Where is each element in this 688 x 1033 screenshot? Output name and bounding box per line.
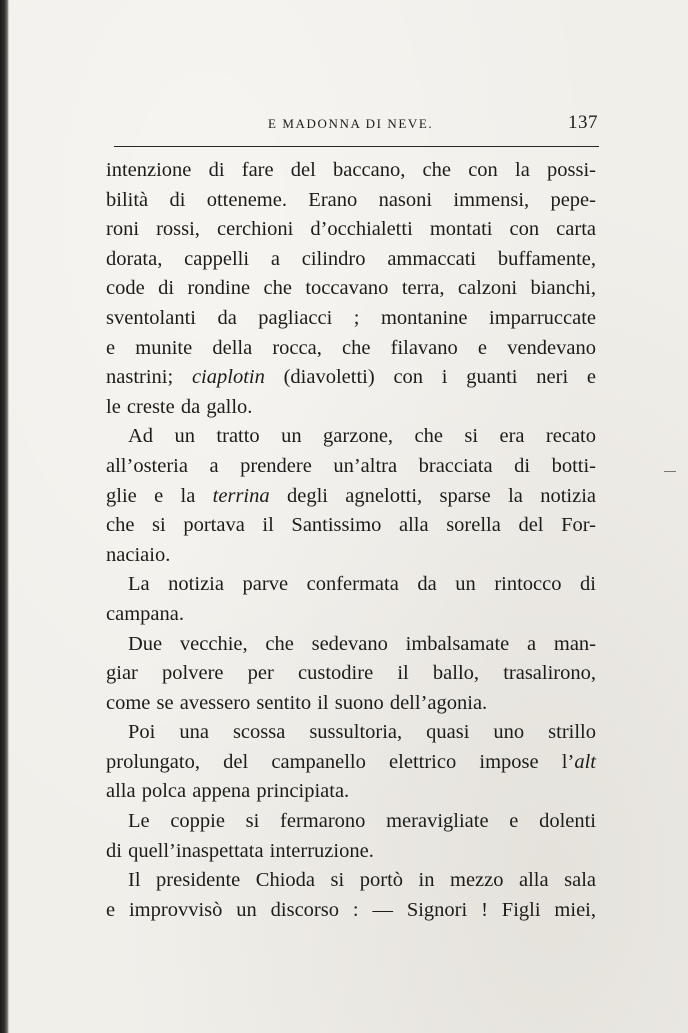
running-head-title: E MADONNA DI NEVE. xyxy=(268,116,434,131)
text-line: come se avessero sentito il suono dell’agonia. xyxy=(106,691,488,714)
text-line: e munite della rocca, che filavano e vendevano xyxy=(106,336,596,359)
text-line: roni rossi, cerchioni d’occhialetti montati con carta xyxy=(106,218,596,241)
body-text xyxy=(106,156,596,925)
text-line: alla polca appena principiata. xyxy=(106,780,350,803)
text-line: La notizia parve confermata da un rintocco di xyxy=(128,573,596,596)
text-line: le creste da gallo. xyxy=(106,395,253,418)
text-line: Il presidente Chioda si portò in mezzo alla sala xyxy=(128,869,596,892)
text-line: Poi una scossa sussultoria, quasi uno strillo xyxy=(128,721,596,744)
text-line: intenzione di fare del baccano, che con la possi- xyxy=(106,159,596,181)
text-line xyxy=(106,482,596,512)
italic-word: terrina xyxy=(212,484,270,507)
text-run: (diavoletti) con i guanti neri e xyxy=(264,366,596,389)
text-run: degli agnelotti, sparse la notizia xyxy=(269,484,596,507)
text-line: di quell’inaspettata interruzione. xyxy=(106,839,374,862)
margin-mark xyxy=(664,471,676,472)
text-line xyxy=(106,748,596,778)
text-line: Due vecchie, che sedevano imbalsamate a man- xyxy=(128,632,596,655)
text-line: all’osteria a prendere un’altra bracciata di botti- xyxy=(106,454,596,477)
text-line: naciaio. xyxy=(106,543,171,566)
text-line: sventolanti da pagliacci ; montanine imparruccate xyxy=(106,306,596,329)
text-line: giar polvere per custodire il ballo, trasalirono, xyxy=(106,662,596,685)
header-rule xyxy=(114,146,599,147)
text-line: Ad un tratto un garzone, che si era recato xyxy=(128,425,596,448)
text-line: e improvvisò un discorso : — Signori ! Figli miei, xyxy=(106,898,596,921)
running-head xyxy=(108,112,598,140)
text-run: glie e la xyxy=(106,484,213,507)
text-line: dorata, cappelli a cilindro ammaccati buffamente, xyxy=(106,247,596,270)
text-line: che si portava il Santissimo alla sorella del For- xyxy=(106,514,596,537)
italic-word: ciaplotin xyxy=(191,366,265,389)
text-line xyxy=(106,363,596,393)
text-line: Le coppie si fermarono meravigliate e dolenti xyxy=(128,810,596,833)
text-run: nastrini; xyxy=(106,366,192,389)
text-line: campana. xyxy=(106,602,184,625)
text-run: prolungato, del campanello elettrico impose l’ xyxy=(106,750,575,773)
text-line: code di rondine che toccavano terra, calzoni bianchi, xyxy=(106,277,596,300)
page-number: 137 xyxy=(568,112,598,133)
text-line: bilità di otteneme. Erano nasoni immensi, pepe- xyxy=(106,188,596,211)
italic-word: alt xyxy=(574,750,596,773)
page-binding-edge xyxy=(0,0,9,1033)
